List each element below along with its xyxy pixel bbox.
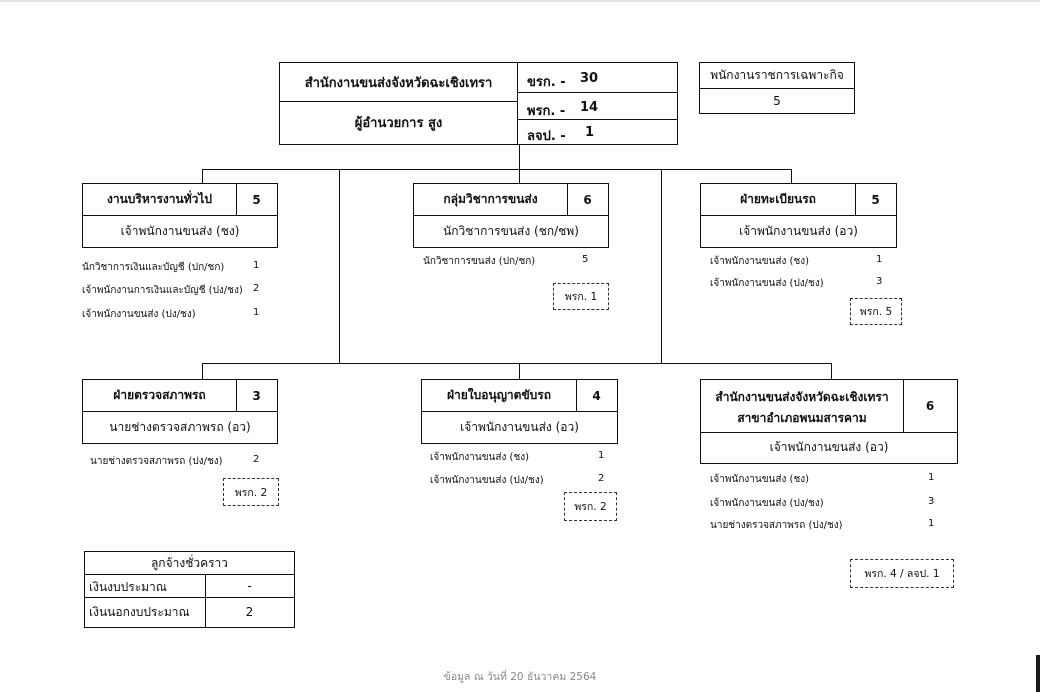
list-item-label: นักวิชาการเงินและบัญชี (ปก/ชก) [82, 262, 225, 273]
connector-unit-6 [831, 363, 832, 379]
unit-lead: เจ้าพนักงานขนส่ง (อว) [739, 223, 858, 238]
list-item-value: 3 [876, 276, 883, 287]
unit-name: งานบริหารงานทั่วไป [106, 192, 213, 206]
list-item-value: 1 [598, 450, 605, 461]
unit-count: 6 [925, 399, 935, 413]
list-item-label: เจ้าพนักงานขนส่ง (ปง/ชง) [710, 498, 824, 509]
list-item-value: 1 [928, 472, 935, 483]
head-office-title: สำนักงานขนส่งจังหวัดฉะเชิงเทรา [304, 75, 493, 91]
unit-name-line2: สาขาอำเภอพนมสารคาม [737, 411, 867, 425]
unit-vehicle-registration [700, 183, 897, 248]
unit-name: ฝ่ายตรวจสภาพรถ [113, 388, 206, 402]
unit-count: 5 [252, 192, 261, 207]
connector-trunk-left [339, 169, 340, 363]
unit-name: กลุ่มวิชาการขนส่ง [443, 192, 538, 206]
unit-vehicle-inspection [82, 379, 278, 444]
staff-label-employees: พรก. - [527, 104, 566, 119]
note-badge: พรก. 2 [564, 492, 617, 521]
list-item-label: นายช่างตรวจสภาพรถ (ปง/ชง) [90, 456, 223, 467]
temp-row-label: เงินงบประมาณ [89, 580, 167, 594]
unit-count: 3 [252, 388, 261, 403]
unit-name-line1: สำนักงานขนส่งจังหวัดฉะเชิงเทรา [715, 390, 889, 404]
list-item-label: เจ้าพนักงานขนส่ง (ชง) [710, 474, 810, 485]
list-item-label: เจ้าพนักงานการเงินและบัญชี (ปง/ชง) [82, 285, 243, 296]
staff-value-officials: 30 [580, 71, 599, 86]
temp-staff-title: ลูกจ้างชั่วคราว [150, 555, 229, 570]
temp-row-value: - [247, 578, 252, 593]
unit-lead: นายช่างตรวจสภาพรถ (อว) [109, 419, 251, 434]
head-box [279, 62, 678, 145]
list-item-value: 3 [928, 496, 935, 507]
list-item-value: 1 [876, 254, 883, 265]
unit-driving-license [421, 379, 618, 444]
connector-bottom-bus [202, 363, 831, 364]
list-item-label: เจ้าพนักงานขนส่ง (ชง) [430, 452, 530, 463]
unit-general-admin [82, 183, 278, 248]
list-item-value: 2 [253, 454, 260, 465]
head-director: ผู้อำนวยการ สูง [354, 116, 443, 131]
list-item-value: 1 [253, 307, 260, 318]
unit-lead: เจ้าพนักงานขนส่ง (อว) [460, 419, 579, 434]
list-item-value: 2 [253, 283, 260, 294]
unit-transport-academic [413, 183, 609, 248]
footer-date: ข้อมูล ณ วันที่ 20 ธันวาคม 2564 [443, 671, 597, 683]
note-badge: พรก. 1 [553, 283, 609, 310]
unit-count: 5 [871, 192, 880, 207]
note-badge: พรก. 5 [850, 298, 902, 325]
unit-name: ฝ่ายทะเบียนรถ [740, 192, 816, 206]
unit-count: 4 [592, 388, 601, 403]
unit-lead: เจ้าพนักงานขนส่ง (อว) [769, 440, 889, 454]
connector-top-bus [202, 169, 791, 170]
top-border [0, 0, 1040, 2]
staff-value-employees: 14 [580, 100, 599, 115]
connector-unit-4 [202, 363, 203, 379]
note-badge: พรก. 4 / ลจป. 1 [850, 559, 954, 588]
unit-count: 6 [583, 192, 592, 207]
connector-unit-3 [791, 169, 792, 183]
unit-branch-office [700, 379, 958, 464]
list-item-label: เจ้าพนักงานขนส่ง (ชง) [710, 256, 810, 267]
special-staff-title: พนักงานราชการเฉพาะกิจ [710, 68, 844, 82]
staff-label-permanent: ลจป. - [527, 129, 566, 144]
connector-unit-5 [519, 363, 520, 379]
staff-label-officials: ขรก. - [527, 75, 566, 90]
temp-row-label: เงินนอกงบประมาณ [89, 605, 190, 619]
connector-head-down [519, 145, 520, 169]
unit-name: ฝ่ายใบอนุญาตขับรถ [447, 388, 551, 402]
connector-trunk-right [661, 169, 662, 363]
connector-unit-1 [202, 169, 203, 183]
connector-unit-2 [519, 169, 520, 183]
unit-lead: นักวิชาการขนส่ง (ชก/ชพ) [443, 223, 579, 238]
staff-value-permanent: 1 [585, 125, 595, 140]
list-item-label: นายช่างตรวจสภาพรถ (ปง/ชง) [710, 520, 843, 531]
list-item-value: 1 [253, 260, 260, 271]
list-item-value: 5 [582, 254, 589, 265]
temp-row-value: 2 [245, 605, 254, 619]
special-staff-box [699, 62, 855, 114]
list-item-value: 2 [598, 473, 605, 484]
list-item-label: นักวิชาการขนส่ง (ปก/ชก) [423, 256, 536, 267]
list-item-label: เจ้าพนักงานขนส่ง (ปง/ชง) [82, 309, 196, 320]
list-item-label: เจ้าพนักงานขนส่ง (ปง/ชง) [710, 278, 824, 289]
list-item-label: เจ้าพนักงานขนส่ง (ปง/ชง) [430, 475, 544, 486]
note-badge: พรก. 2 [223, 478, 279, 506]
list-item-value: 1 [928, 518, 935, 529]
unit-lead: เจ้าพนักงานขนส่ง (ชง) [120, 223, 240, 238]
temp-staff-table [84, 551, 295, 628]
special-staff-value: 5 [773, 93, 781, 108]
